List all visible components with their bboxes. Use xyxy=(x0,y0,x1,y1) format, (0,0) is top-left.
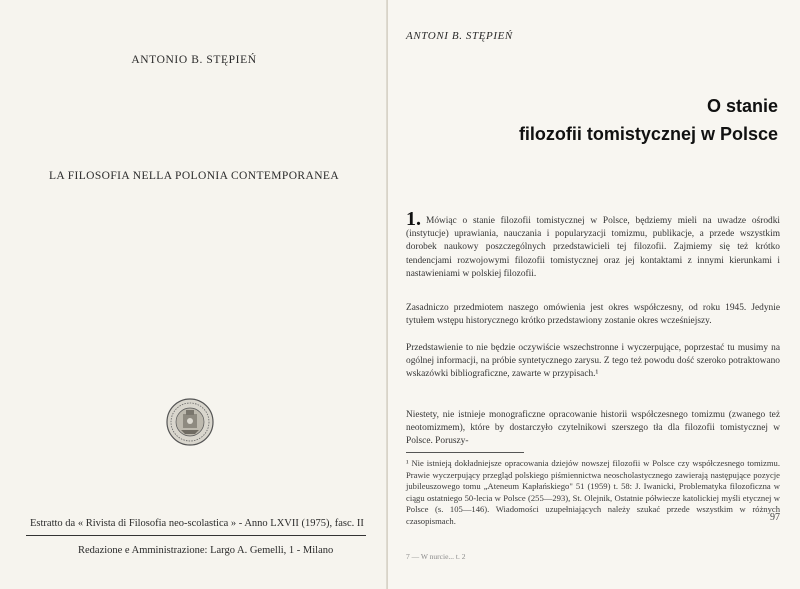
left-page xyxy=(0,0,388,589)
left-title: LA FILOSOFIA NELLA POLONIA CONTEMPORANEA xyxy=(48,170,340,182)
editorial-address: Redazione e Amministrazione: Largo A. Gemelli, 1 - Milano xyxy=(78,545,334,556)
paragraph-3: Przedstawienie to nie będzie oczywiście wszechstronne i wyczerpujące, poprzestać tu musimy na ogólnej informacji, na próbie syntetycznego zarysu. Z tego też powodu dość szeroko potraktowano wskazówki bibliograficzne, zawarte w przypisach.¹ xyxy=(406,343,780,380)
paragraph-1 xyxy=(406,208,780,281)
publisher-seal-icon xyxy=(165,397,215,447)
paragraph-4: Niestety, nie istnieje monograficzne opracowanie historii współczesnego tomizmu (zwanego też neotomizmem), które by dostarczyło czytelnikowi szerszego tła dla filozofii tomistycznej w Polsce. Poruszy- xyxy=(406,410,780,447)
extract-note: Estratto da « Rivista di Filosofia neo-scolastica » - Anno LXVII (1975), fasc. II xyxy=(30,518,364,529)
signature-line: 7 — W nurcie... t. 2 xyxy=(406,552,466,561)
footnote-separator xyxy=(406,452,524,453)
section-number: 1. xyxy=(406,208,421,230)
divider xyxy=(26,535,366,536)
paragraph-2: Zasadniczo przedmiotem naszego omówienia jest okres współczesny, od roku 1945. Jedynie tytułem wstępu historycznego krótko przedstawiony zostanie okres wcześniejszy. xyxy=(406,303,780,327)
right-page xyxy=(388,0,800,589)
paragraph-1-text: Mówiąc o stanie filozofii tomistycznej w Polsce, będziemy mieli na uwadze ośrodki (instytucje) uprawiania, nauczania i popularyzacji tomizmu, publikacje, a przede wszystkim dorobek naukowy poszczególnych przedstawicieli tej filozofii. Zajmiemy się też krótko tendencjami rozwojowymi filozofii tomistycznej oraz jej kontaktami z innymi kierunkami i nastawieniami w polskiej filozofii. xyxy=(406,216,780,279)
footnote: ¹ Nie istnieją dokładniejsze opracowania dziejów nowszej filozofii w Polsce czy współczesnego tomizmu. Prawie wyczerpujący przegląd polskiego piśmiennictwa neoscholastycznego zawierają następujące pozycje jubileuszowego tomu „Ateneum Kapłańskiego" 51 (1959) t. 58: J. Iwanicki, Problematyka filozoficzna w ciągu ostatniego 50-lecia w Polsce (255—293), St. Olejnik, Ostatnie półwiecze katolickiej myśli etycznej w Polsce (s. 105—146). Wiadomości uzupełniających należy szukać przede wszystkim w różnych czasopismach. xyxy=(406,458,780,526)
left-author: ANTONIO B. STĘPIEŃ xyxy=(131,54,257,66)
article-title-line2: filozofii tomistycznej w Polsce xyxy=(518,124,778,144)
right-author: ANTONI B. STĘPIEŃ xyxy=(406,30,513,42)
article-title-line1: O stanie xyxy=(706,96,778,116)
page-number: 97 xyxy=(770,512,780,523)
